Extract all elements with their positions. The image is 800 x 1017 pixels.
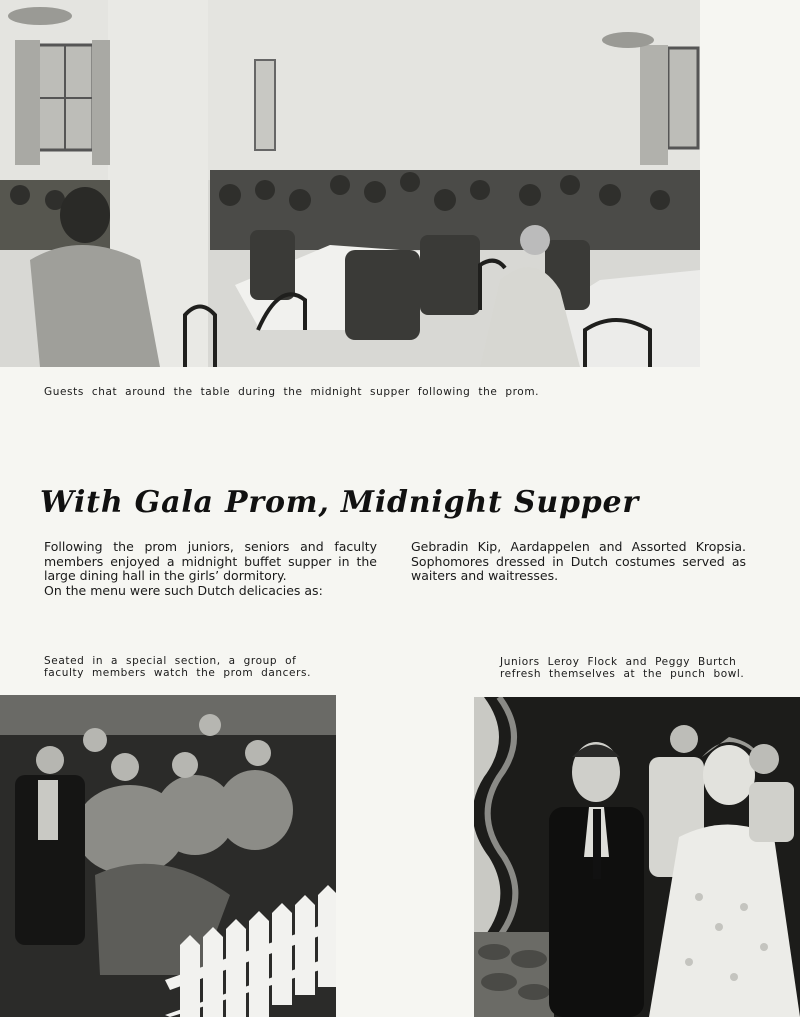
- photo-midnight-supper: [0, 0, 700, 367]
- caption-faculty: Seated in a special section, a group of faculty members watch the prom dancers.: [44, 655, 312, 679]
- article-headline: With Gala Prom, Midnight Supper: [40, 485, 640, 520]
- article-paragraph: Gebradin Kip, Aardappelen and Assorted Kropsia. Sophomores dressed in Dutch costumes served as waiters and waitresses.: [411, 539, 746, 583]
- article-right-column: [411, 540, 746, 584]
- photo-faculty-section: [0, 695, 336, 1017]
- article-left-column: [44, 540, 377, 598]
- caption-midnight-supper: Guests chat around the table during the midnight supper following the prom.: [44, 386, 540, 398]
- photo-punch-bowl: [474, 697, 800, 1017]
- article-paragraph: On the menu were such Dutch delicacies as:: [44, 582, 323, 598]
- caption-punch-bowl: Juniors Leroy Flock and Peggy Burtch refresh themselves at the punch bowl.: [500, 656, 745, 680]
- article-paragraph: Following the prom juniors, seniors and faculty members enjoyed a midnight buffet supper in the large dining hall in the girls’ dormitory.: [44, 539, 377, 583]
